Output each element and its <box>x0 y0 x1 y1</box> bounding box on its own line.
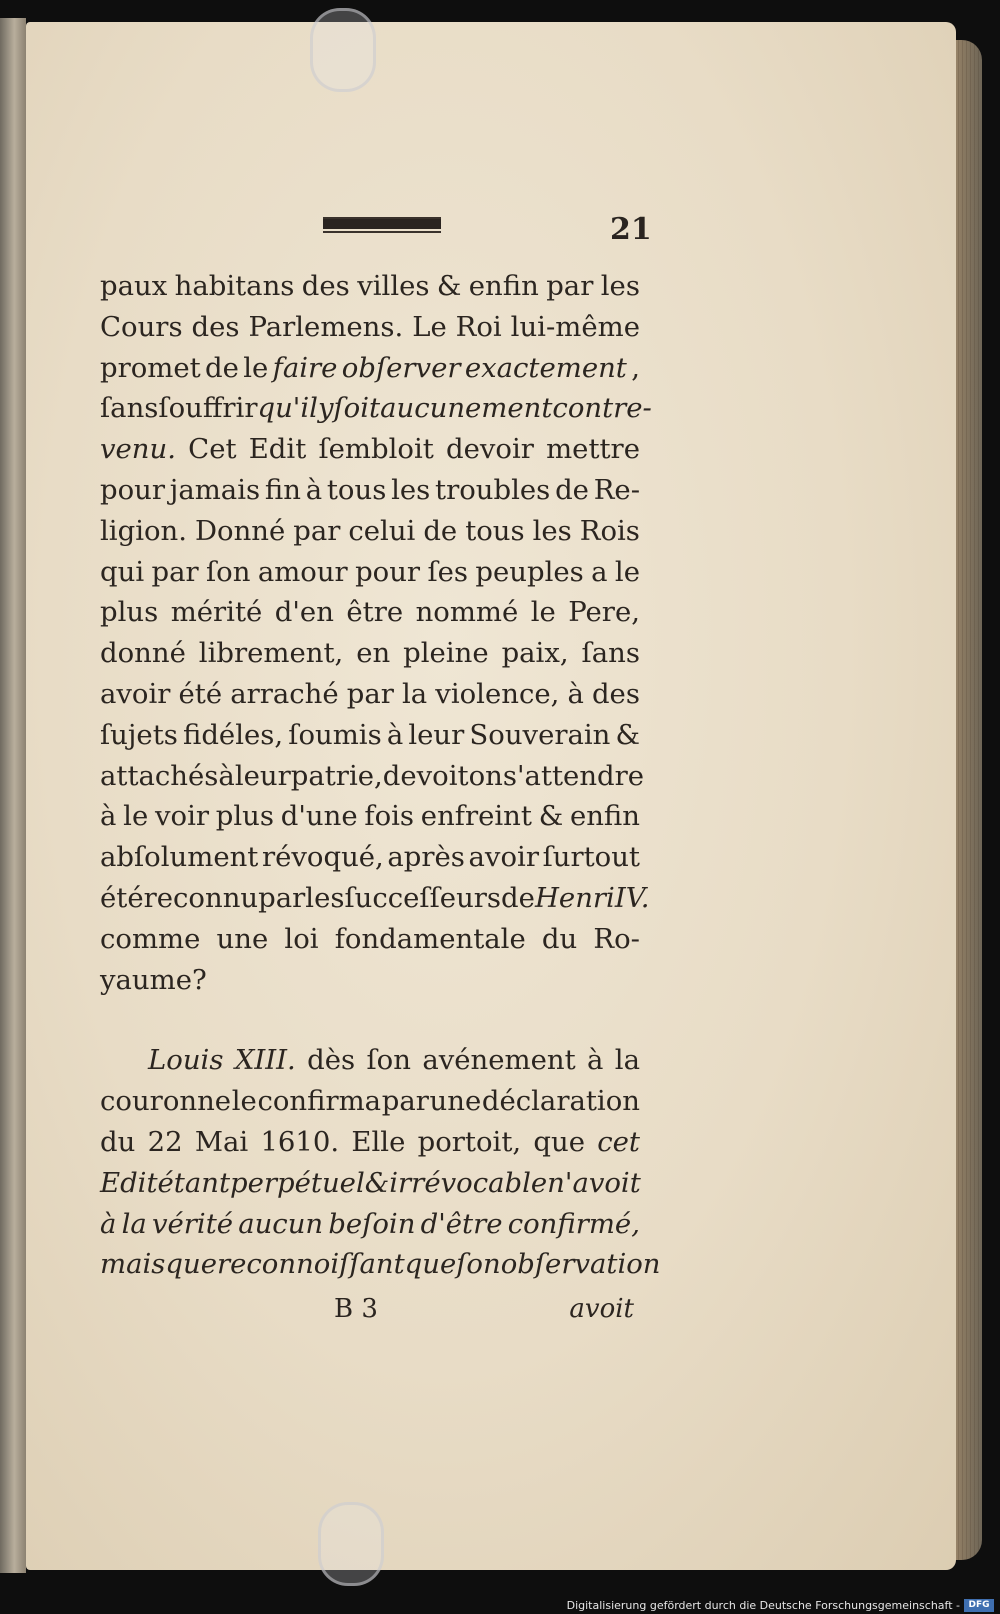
word: déclaration <box>481 1085 640 1118</box>
word: qui <box>100 555 145 588</box>
text-line <box>100 878 650 919</box>
word: a <box>591 555 608 588</box>
word: ſon <box>456 1248 501 1281</box>
word: que <box>404 1248 457 1281</box>
text-line <box>100 837 640 878</box>
word: à <box>386 718 404 751</box>
word: Pere, <box>568 596 640 629</box>
text-line <box>100 307 640 348</box>
word: mettre <box>546 433 640 466</box>
word: Cet <box>188 433 237 466</box>
word: loi <box>284 922 319 955</box>
word: Elle <box>351 1125 406 1158</box>
word: Edit <box>248 433 307 466</box>
word: avénement <box>422 1044 576 1077</box>
word: promet <box>100 351 201 384</box>
text-line <box>100 511 640 552</box>
word: la <box>402 677 428 710</box>
word: étant <box>157 1166 231 1199</box>
word: Mai <box>194 1125 249 1158</box>
word: tous <box>465 514 525 547</box>
word: enfin <box>468 270 539 302</box>
word: lui-même <box>510 310 640 343</box>
word: paux <box>100 270 168 302</box>
text-line <box>100 1081 640 1122</box>
word: fois <box>364 800 415 833</box>
word: perpétuel <box>230 1166 365 1199</box>
word: obſervation <box>500 1248 661 1281</box>
word: exactement <box>464 351 627 384</box>
word: révoqué, <box>261 841 384 874</box>
word: on <box>468 759 503 792</box>
word: villes <box>357 270 430 302</box>
word: enfin <box>569 800 640 833</box>
word: des <box>591 677 640 710</box>
word: mais <box>100 1248 166 1281</box>
word: les <box>600 270 640 302</box>
word: portoit, <box>417 1125 522 1158</box>
word: été <box>178 677 223 710</box>
page-clip-top <box>310 8 376 92</box>
word: mérité <box>170 596 263 629</box>
word: de <box>423 514 458 547</box>
word: ſembloit <box>318 433 434 466</box>
word: à <box>100 1207 117 1240</box>
word: ligion. <box>100 514 187 547</box>
word: XIII. <box>234 1044 296 1077</box>
word: aucunement <box>380 392 553 425</box>
word: nommé <box>415 596 519 629</box>
word: les <box>305 881 345 914</box>
word: leur <box>234 759 291 792</box>
word: Edit <box>100 1166 158 1199</box>
word: contre- <box>552 392 652 425</box>
word: ſes <box>427 555 469 588</box>
word: patrie, <box>290 759 383 792</box>
text-line <box>100 552 640 593</box>
word: par <box>293 514 341 547</box>
word: le <box>614 555 640 588</box>
word: , <box>631 351 640 384</box>
paragraph-2 <box>100 1040 661 1285</box>
word: fondamentale <box>334 922 526 955</box>
word: le <box>231 1085 257 1118</box>
word: fidéles, <box>182 718 284 751</box>
word: de <box>205 351 239 384</box>
page-footer <box>334 1294 634 1324</box>
text-line <box>100 1204 640 1245</box>
word: violence, <box>435 677 560 710</box>
page-clip-bottom <box>318 1502 384 1586</box>
text-line <box>100 348 640 389</box>
text-line <box>100 960 640 1001</box>
word: pour <box>100 473 166 506</box>
text-line <box>100 592 640 633</box>
word: confirma <box>257 1085 382 1118</box>
word: que <box>533 1125 585 1158</box>
word: plus <box>100 596 159 629</box>
word: abſolument <box>100 841 259 874</box>
word: reconnoiſſant <box>216 1248 405 1281</box>
word: Le <box>412 310 447 343</box>
word: une <box>216 922 269 955</box>
word: être <box>346 596 404 629</box>
word: donné <box>100 637 186 670</box>
word: librement, <box>198 637 344 670</box>
word: ſujets <box>100 718 178 751</box>
word: Cours <box>100 310 183 343</box>
word: enfreint <box>420 800 532 833</box>
word: par <box>546 270 594 302</box>
word: n'avoit <box>547 1166 641 1199</box>
word: ſucceſſeurs <box>344 881 502 914</box>
word: jamais <box>169 473 261 506</box>
text-line <box>100 715 640 756</box>
word: ſoit <box>333 392 381 425</box>
word: faire <box>272 351 338 384</box>
word: amour <box>257 555 348 588</box>
word: devoir <box>445 433 534 466</box>
word: d'une <box>280 800 358 833</box>
word: par <box>346 677 394 710</box>
word: de <box>501 881 535 914</box>
word: peuples <box>475 555 584 588</box>
word: ſoumis <box>288 718 382 751</box>
word: après <box>387 841 465 874</box>
word: à <box>305 473 323 506</box>
word: qu'il <box>257 392 318 425</box>
word: Parlemens. <box>248 310 404 343</box>
word: celui <box>348 514 416 547</box>
word: Roi <box>455 310 502 343</box>
word: comme <box>100 922 201 955</box>
word: les <box>532 514 572 547</box>
text-line <box>100 1040 640 1081</box>
word: tous <box>326 473 387 506</box>
body-text <box>100 266 661 1285</box>
signature-mark: B 3 <box>334 1294 378 1324</box>
word: beſoin <box>328 1207 416 1240</box>
paragraph-gap <box>100 1000 640 1040</box>
word: avoir <box>100 677 171 710</box>
word: habitans <box>174 270 295 302</box>
page-number: 21 <box>610 212 652 247</box>
word: irrévocable <box>389 1166 548 1199</box>
catchword: avoit <box>569 1294 634 1324</box>
word: confirmé, <box>507 1207 640 1240</box>
word: 1610. <box>260 1125 340 1158</box>
word: par <box>381 1085 429 1118</box>
word: été <box>100 881 144 914</box>
word: devoit <box>382 759 469 792</box>
text-line <box>100 1163 640 1204</box>
word: une <box>429 1085 482 1118</box>
word: la <box>614 1044 640 1077</box>
word: du <box>100 1125 136 1158</box>
word: ſouffrir <box>158 392 258 425</box>
word: paix, <box>501 637 569 670</box>
text-line <box>100 1122 640 1163</box>
paragraph-1 <box>100 266 652 1000</box>
word: pleine <box>403 637 489 670</box>
word: Louis <box>148 1044 224 1077</box>
digitization-credit: Digitalisierung gefördert durch die Deutsche Forschungsgemeinschaft - <box>566 1599 960 1612</box>
word: ſurtout <box>542 841 640 874</box>
word: des <box>301 270 350 302</box>
word: plus <box>215 800 275 833</box>
word: le <box>243 351 269 384</box>
text-line <box>100 266 640 307</box>
word: cet <box>597 1125 640 1158</box>
word: pour <box>355 555 421 588</box>
word: couronne <box>100 1085 232 1118</box>
header-ornament-rule <box>323 217 441 229</box>
word: des <box>191 310 240 343</box>
word: venu. <box>100 433 176 466</box>
word: & <box>538 800 564 833</box>
word: troubles <box>435 473 551 506</box>
word: obſerver <box>341 351 461 384</box>
word: aucun <box>238 1207 324 1240</box>
word: Henri <box>534 881 615 914</box>
text-line <box>100 756 645 797</box>
word: avoir <box>468 841 539 874</box>
word: arraché <box>230 677 339 710</box>
word: que <box>165 1248 217 1281</box>
word: & <box>615 718 640 751</box>
word: reconnu <box>143 881 259 914</box>
text-line <box>100 1244 661 1285</box>
word: dès <box>307 1044 356 1077</box>
text-line <box>100 470 640 511</box>
word: le <box>530 596 556 629</box>
word: attachés <box>100 759 219 792</box>
word: de <box>555 473 589 506</box>
facing-page-edge <box>0 18 26 1573</box>
word: ſon <box>206 555 251 588</box>
text-line <box>100 429 640 470</box>
word: y <box>317 392 334 425</box>
word: les <box>391 473 431 506</box>
word: à <box>218 759 235 792</box>
word: en <box>356 637 391 670</box>
word: & <box>364 1166 390 1199</box>
word: ſans <box>581 637 640 670</box>
word: par <box>258 881 306 914</box>
word: à <box>587 1044 604 1077</box>
word: Re- <box>593 473 640 506</box>
word: ſon <box>366 1044 411 1077</box>
word: s'attendre <box>502 759 645 792</box>
word: à <box>567 677 584 710</box>
word: d'en <box>274 596 334 629</box>
word: par <box>151 555 199 588</box>
word: vérité <box>151 1207 234 1240</box>
word: à <box>100 800 117 833</box>
text-line <box>100 919 640 960</box>
word: Ro- <box>593 922 640 955</box>
word: le <box>123 800 149 833</box>
word: IV. <box>614 881 650 914</box>
word: fin <box>264 473 301 506</box>
word: ſans <box>100 392 159 425</box>
text-line <box>100 388 652 429</box>
word: la <box>121 1207 147 1240</box>
text-line <box>100 796 640 837</box>
word: & <box>436 270 462 302</box>
word: voir <box>154 800 210 833</box>
dfg-logo: DFG <box>964 1599 994 1612</box>
word: du <box>541 922 578 955</box>
word: Rois <box>579 514 640 547</box>
word: d'être <box>420 1207 503 1240</box>
word: 22 <box>147 1125 183 1158</box>
word: Donné <box>194 514 286 547</box>
text-line <box>100 674 640 715</box>
text-line <box>100 633 640 674</box>
word: Souverain <box>469 718 611 751</box>
word: leur <box>408 718 465 751</box>
word: yaume? <box>100 963 207 996</box>
